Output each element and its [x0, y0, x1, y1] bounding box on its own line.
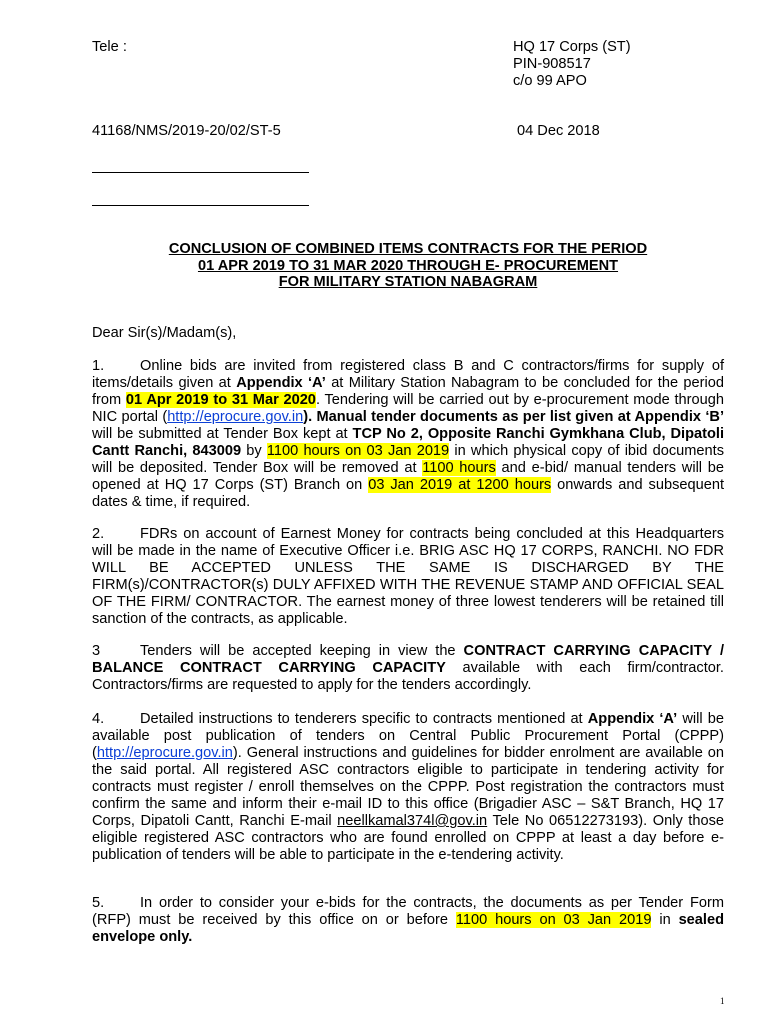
text: ). General instructions and guidelines for bidder enrolment are available on the said portal. All registered ASC contractors eligible to participate in tendering activity for contracts must register / enroll themselves on the CPPP. Post registration the contractors must confirm the same and inform their e-mail ID to this office (Brigadier ASC – S&T Branch, HQ 17 Corps, Dipatoli Cantt, Ranchi E-mail [92, 745, 724, 829]
sender-address-line-2: PIN-908517 [513, 56, 591, 72]
highlighted-time: 1100 hours [422, 460, 496, 476]
subject-title-line-1: CONCLUSION OF COMBINED ITEMS CONTRACTS FOR THE PERIOD [168, 241, 648, 257]
text: in [651, 912, 679, 928]
subject-title-line-3: FOR MILITARY STATION NABAGRAM [278, 274, 538, 290]
paragraph-number: 3 [92, 643, 101, 659]
bold-text: ). Manual tender documents as per list given at Appendix ‘B’ [303, 409, 724, 425]
salutation: Dear Sir(s)/Madam(s), [92, 325, 237, 341]
paragraph-5 [92, 895, 724, 946]
reference-number: 41168/NMS/2019-20/02/ST-5 [92, 123, 281, 139]
subject-title-line-2: 01 APR 2019 TO 31 MAR 2020 THROUGH E- PROCUREMENT [197, 258, 619, 274]
text: Detailed instructions to tenderers specific to contracts mentioned at [140, 711, 588, 727]
letter-date: 04 Dec 2018 [517, 123, 600, 139]
paragraph-number: 1. [92, 358, 105, 374]
paragraph-2 [92, 526, 724, 628]
text: available with each firm/contractor. Contractors/firms are requested to apply for the tenders accordingly. [92, 660, 724, 693]
text: by [241, 443, 267, 459]
paragraph-number: 4. [92, 711, 105, 727]
bold-text: Appendix ‘A’ [236, 375, 326, 391]
text: Online bids are invited from registered class B and C contractors/firms for supply of items/details given at [92, 358, 724, 391]
text: will be available post publication of tenders on Central Public Procurement Portal (CPPP) ( [92, 711, 724, 761]
email-address[interactable]: neellkamal374l@gov.in [337, 813, 488, 829]
text: Tele No 06512273193). Only those eligible registered ASC contractors who are found enrolled on CPPP at least a day before e-publication of tenders will be able to participate in the e-tendering activity. [92, 813, 725, 863]
sender-address-line-3: c/o 99 APO [513, 73, 587, 89]
paragraph-4 [92, 711, 724, 864]
bold-text: sealed envelope only. [92, 912, 724, 945]
text: . Tendering will be carried out by e-procurement mode through NIC portal ( [92, 392, 724, 425]
addressee-blank-line-1 [92, 172, 309, 173]
paragraph-3 [92, 643, 724, 694]
highlighted-period: 01 Apr 2019 to 31 Mar 2020 [125, 392, 316, 408]
text: onwards and subsequent dates & time, if required. [92, 477, 724, 510]
text: FDRs on account of Earnest Money for contracts being concluded at this Headquarters will be made in the name of Executive Officer i.e. BRIG ASC HQ 17 CORPS, RANCHI. NO FDR WILL BE ACCEPTED UNLESS THE SAME IS DISCHARGED BY THE FIRM(s)/CONTRACTOR(s) DULY AFFIXED WITH THE REVENUE STAMP AND OFFICIAL SEAL OF THE FIRM/ CONTRACTOR. The earnest money of three lowest tenderers will be retained till sanction of the contracts, as applicable. [92, 526, 724, 627]
tele-label: Tele : [92, 39, 127, 55]
text: and e-bid/ manual tenders will be opened at HQ 17 Corps (ST) Branch on [92, 460, 724, 493]
highlighted-opening-time: 03 Jan 2019 at 1200 hours [368, 477, 552, 493]
paragraph-number: 2. [92, 526, 105, 542]
paragraph-number: 5. [92, 895, 105, 911]
bold-text: CONTRACT CARRYING CAPACITY / BALANCE CONTRACT CARRYING CAPACITY [92, 643, 724, 676]
highlighted-deadline: 1100 hours on 03 Jan 2019 [266, 443, 450, 459]
page-number: 1 [720, 996, 725, 1006]
highlighted-deadline: 1100 hours on 03 Jan 2019 [455, 912, 652, 928]
addressee-blank-line-2 [92, 205, 309, 206]
nic-portal-link[interactable]: http://eprocure.gov.in [167, 409, 304, 425]
tender-box-location: TCP No 2, Opposite Ranchi Gymkhana Club, Dipatoli Cantt Ranchi, 843009 [92, 426, 724, 459]
text: Tenders will be accepted keeping in view the [140, 643, 464, 659]
cppp-portal-link[interactable]: http://eprocure.gov.in [96, 745, 233, 761]
sender-address-line-1: HQ 17 Corps (ST) [513, 39, 631, 55]
text: in which physical copy of ibid documents will be deposited. Tender Box will be removed at [92, 443, 724, 476]
paragraph-1 [92, 358, 724, 511]
text: In order to consider your e-bids for the contracts, the documents as per Tender Form (RFP) must be received by this office on or before [92, 895, 724, 928]
text: will be submitted at Tender Box kept at [92, 426, 353, 442]
bold-text: Appendix ‘A’ [587, 711, 678, 727]
text: at Military Station Nabagram to be concluded for the period from [92, 375, 724, 408]
